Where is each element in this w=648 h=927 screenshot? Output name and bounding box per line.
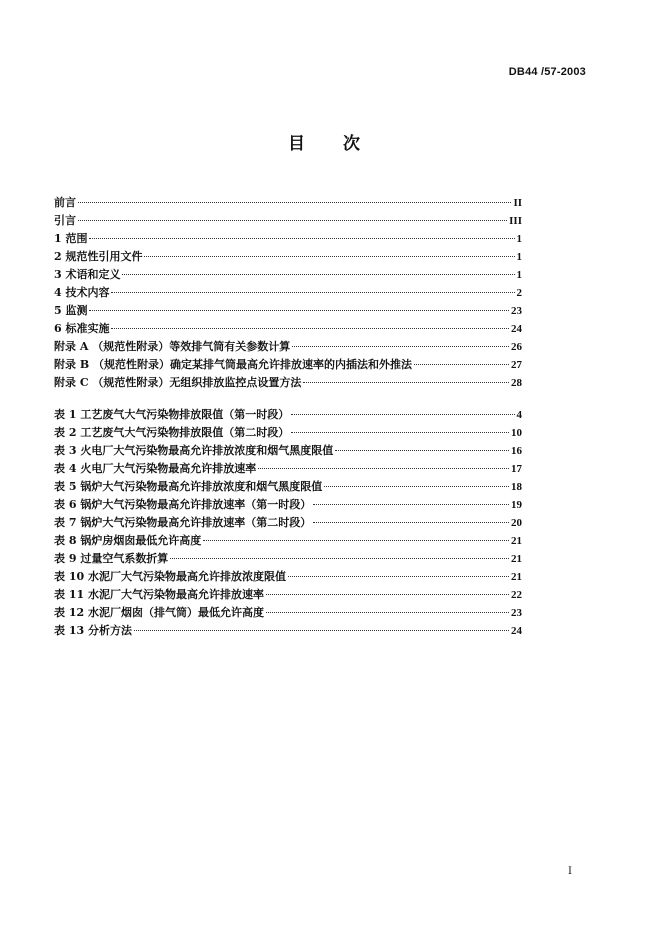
toc-entry-label: 1 范围: [54, 232, 88, 245]
toc-entry[interactable]: [54, 338, 522, 356]
toc-entry-page: 21: [511, 535, 522, 547]
toc-entry[interactable]: [54, 212, 522, 230]
toc-entry-page: 17: [511, 463, 522, 475]
toc-entry-page: 23: [511, 305, 522, 317]
toc-entry[interactable]: [54, 622, 522, 640]
dot-leader: [258, 468, 509, 469]
toc-entry[interactable]: [54, 374, 522, 392]
toc-entry-page: 19: [511, 499, 522, 511]
toc-entry-page: II: [513, 197, 522, 209]
toc-entry-label: 4 技术内容: [54, 286, 110, 299]
toc-entry[interactable]: [54, 424, 522, 442]
toc-entry-label: 表 7 锅炉大气污染物最高允许排放速率（第二时段）: [54, 516, 312, 529]
dot-leader: [266, 594, 509, 595]
toc-entry[interactable]: [54, 568, 522, 586]
toc-entry-label: 表 4 火电厂大气污染物最高允许排放速率: [54, 462, 257, 475]
toc-entry-page: III: [509, 215, 522, 227]
dot-leader: [111, 328, 509, 329]
dot-leader: [303, 382, 509, 383]
toc-entry[interactable]: [54, 586, 522, 604]
toc-entry-label: 6 标准实施: [54, 322, 110, 335]
toc-entry[interactable]: [54, 266, 522, 284]
toc-entry-page: 1: [516, 233, 522, 245]
toc-entry-label: 2 规范性引用文件: [54, 250, 143, 263]
toc-entry[interactable]: [54, 460, 522, 478]
toc-entry-label: 表 9 过量空气系数折算: [54, 552, 169, 565]
dot-leader: [78, 220, 507, 221]
toc-entry-page: 21: [511, 571, 522, 583]
toc-entry-label: 表 10 水泥厂大气污染物最高允许排放浓度限值: [54, 570, 286, 583]
toc-entry-label: 3 术语和定义: [54, 268, 121, 281]
toc-entry-label: 表 3 火电厂大气污染物最高允许排放浓度和烟气黑度限值: [54, 444, 334, 457]
toc-entry[interactable]: [54, 194, 522, 212]
dot-leader: [291, 414, 514, 415]
toc-entry[interactable]: [54, 604, 522, 622]
dot-leader: [134, 630, 509, 631]
toc-entry[interactable]: [54, 514, 522, 532]
toc-entry-page: 23: [511, 607, 522, 619]
dot-leader: [288, 576, 509, 577]
toc-entry-label: 表 13 分析方法: [54, 624, 132, 637]
toc-entry[interactable]: [54, 532, 522, 550]
document-code: DB44 /57-2003: [508, 66, 586, 78]
page-number: I: [568, 866, 572, 877]
dot-leader: [414, 364, 509, 365]
dot-leader: [291, 432, 509, 433]
dot-leader: [111, 292, 514, 293]
toc-entry-page: 4: [516, 409, 522, 421]
toc-entry-label: 表 8 锅炉房烟囱最低允许高度: [54, 534, 202, 547]
toc-entry[interactable]: [54, 550, 522, 568]
page-title: 目 次: [288, 134, 376, 154]
toc-main-list: [54, 194, 522, 392]
toc-entry[interactable]: [54, 478, 522, 496]
toc-entry-page: 1: [516, 269, 522, 281]
dot-leader: [324, 486, 509, 487]
dot-leader: [266, 612, 509, 613]
toc-entry-label: 附录 B （规范性附录）确定某排气筒最高允许排放速率的内插法和外推法: [54, 358, 412, 371]
toc-entry[interactable]: [54, 496, 522, 514]
toc-entry-label: 表 1 工艺废气大气污染物排放限值（第一时段）: [54, 408, 290, 421]
toc-entry-page: 10: [511, 427, 522, 439]
dot-leader: [313, 504, 509, 505]
toc-entry[interactable]: [54, 284, 522, 302]
toc-entry-label: 5 监测: [54, 304, 88, 317]
toc-entry-page: 2: [516, 287, 522, 299]
toc-entry-page: 22: [511, 589, 522, 601]
dot-leader: [89, 310, 509, 311]
toc-entry-page: 16: [511, 445, 522, 457]
dot-leader: [144, 256, 514, 257]
toc-entry-page: 18: [511, 481, 522, 493]
toc-entry-label: 附录 A （规范性附录）等效排气筒有关参数计算: [54, 340, 291, 353]
toc-entry[interactable]: [54, 320, 522, 338]
toc-entry-label: 附录 C （规范性附录）无组织排放监控点设置方法: [54, 376, 302, 389]
toc-entry-page: 20: [511, 517, 522, 529]
toc-entry-page: 24: [511, 625, 522, 637]
toc-entry-page: 26: [511, 341, 522, 353]
dot-leader: [203, 540, 509, 541]
toc-entry-label: 表 12 水泥厂烟囱（排气筒）最低允许高度: [54, 606, 264, 619]
toc-entry[interactable]: [54, 248, 522, 266]
toc-entry[interactable]: [54, 302, 522, 320]
toc-entry[interactable]: [54, 356, 522, 374]
dot-leader: [335, 450, 509, 451]
toc-entry-label: 表 5 锅炉大气污染物最高允许排放浓度和烟气黑度限值: [54, 480, 323, 493]
dot-leader: [89, 238, 514, 239]
dot-leader: [292, 346, 509, 347]
toc-entry-page: 1: [516, 251, 522, 263]
dot-leader: [122, 274, 514, 275]
dot-leader: [78, 202, 511, 203]
toc-entry-label: 前言: [54, 196, 76, 209]
toc-entry[interactable]: [54, 442, 522, 460]
toc-entry-page: 21: [511, 553, 522, 565]
toc-entry-label: 表 11 水泥厂大气污染物最高允许排放速率: [54, 588, 264, 601]
dot-leader: [170, 558, 509, 559]
toc-entry-label: 表 6 锅炉大气污染物最高允许排放速率（第一时段）: [54, 498, 312, 511]
toc-entry[interactable]: [54, 230, 522, 248]
toc-entry-page: 28: [511, 377, 522, 389]
dot-leader: [313, 522, 509, 523]
toc-entry-label: 引言: [54, 214, 76, 227]
toc-entry-label: 表 2 工艺废气大气污染物排放限值（第二时段）: [54, 426, 290, 439]
toc-entry-page: 24: [511, 323, 522, 335]
toc-entry-page: 27: [511, 359, 522, 371]
toc-tables-list: [54, 406, 522, 640]
toc-entry[interactable]: [54, 406, 522, 424]
